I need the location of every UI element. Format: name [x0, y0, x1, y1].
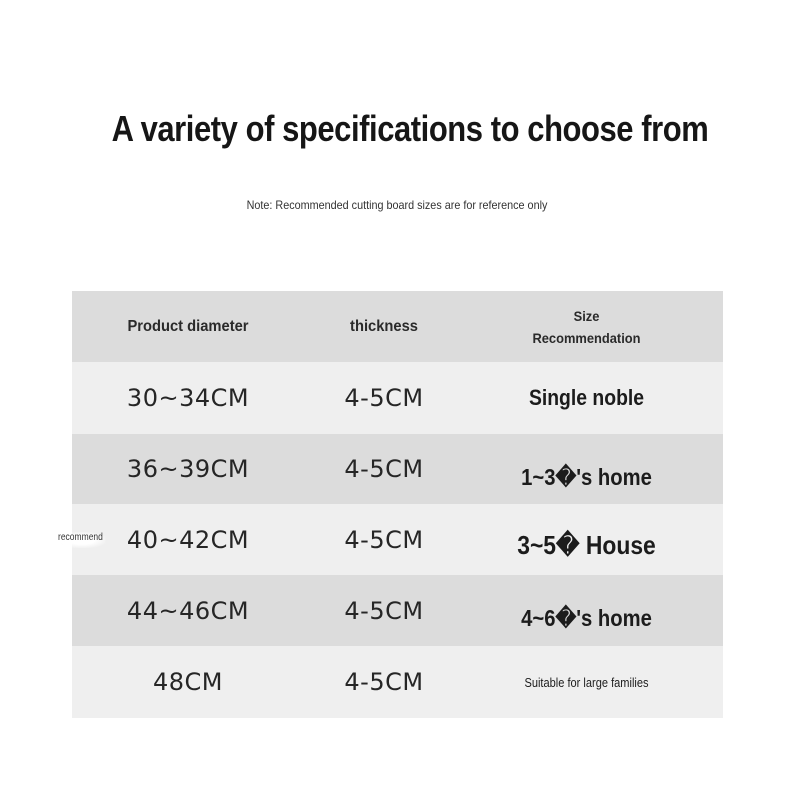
table-row — [72, 575, 723, 646]
recommendation-cell: 4~6�'s home — [521, 605, 652, 631]
thickness-cell: 4-5CM — [344, 668, 424, 696]
recommend-tag: recommend — [58, 532, 106, 548]
recommendation-cell: Single noble — [528, 385, 645, 410]
thickness-cell: 4-5CM — [344, 384, 424, 412]
thickness-cell: 4-5CM — [344, 455, 424, 483]
recommendation-cell: 1~3�'s home — [521, 463, 652, 490]
header-thickness: thickness — [350, 317, 418, 335]
reference-note: Note: Recommended cutting board sizes are for reference only — [246, 198, 548, 212]
header-product-diameter: Product diameter — [127, 317, 249, 335]
diameter-cell: 36~39CM — [126, 455, 250, 483]
header-size-line1: Size — [573, 307, 600, 324]
table-row — [72, 434, 723, 504]
thickness-cell: 4-5CM — [344, 525, 424, 554]
page-title: A variety of specifications to choose from — [111, 108, 709, 149]
diameter-cell: 44~46CM — [126, 596, 250, 625]
spec-table — [72, 291, 723, 718]
table-header-row — [72, 291, 723, 362]
recommendation-cell: Suitable for large families — [524, 674, 649, 690]
diameter-cell: 40~42CM — [126, 525, 250, 554]
thickness-cell: 4-5CM — [344, 596, 424, 625]
recommendation-cell: 3~5� House — [517, 530, 656, 560]
header-size-recommendation — [511, 291, 663, 362]
table-row — [72, 362, 723, 434]
diameter-cell: 30~34CM — [126, 384, 250, 412]
table-row — [72, 646, 723, 718]
table-row-recommended — [72, 504, 723, 575]
diameter-cell: 48CM — [152, 668, 223, 696]
header-size-line2: Recommendation — [532, 329, 641, 346]
